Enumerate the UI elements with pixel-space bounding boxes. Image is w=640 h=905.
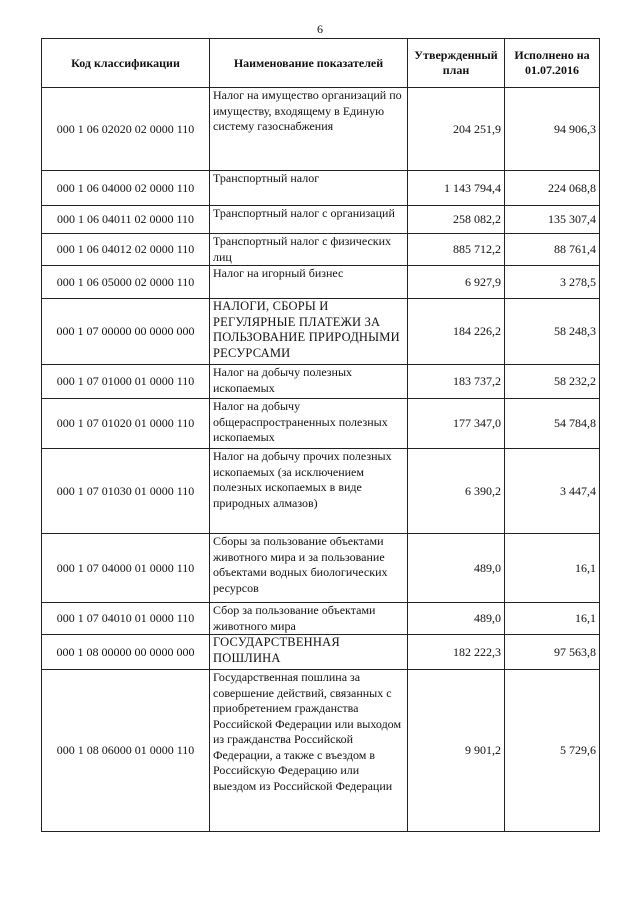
row-code: 000 1 06 04000 02 0000 110 xyxy=(42,171,210,206)
row-name: Государственная пошлина за совершение действий, связанных с приобретением гражданства Российской Федерации или выходом из гражданства Российской Федерации, а также с въездом в Российскую Федерацию или выездом из Российской Федерации xyxy=(210,670,408,832)
row-plan: 1 143 794,4 xyxy=(408,171,505,206)
table-row xyxy=(42,399,600,449)
row-done: 5 729,6 xyxy=(505,670,600,832)
row-name: ГОСУДАРСТВЕННАЯ ПОШЛИНА xyxy=(210,635,408,670)
row-plan: 182 222,3 xyxy=(408,635,505,670)
row-done: 88 761,4 xyxy=(505,234,600,266)
row-name: Сбор за пользование объектами животного мира xyxy=(210,603,408,635)
header-name: Наименование показателей xyxy=(210,39,408,88)
table-row xyxy=(42,365,600,399)
row-plan: 177 347,0 xyxy=(408,399,505,449)
row-name: Налог на имущество организаций по имуществу, входящему в Единую систему газоснабжения xyxy=(210,88,408,171)
row-name: Налог на добычу общераспространенных полезных ископаемых xyxy=(210,399,408,449)
table-row xyxy=(42,234,600,266)
table-row xyxy=(42,266,600,299)
row-plan: 258 082,2 xyxy=(408,206,505,234)
row-plan: 6 390,2 xyxy=(408,449,505,534)
row-plan: 9 901,2 xyxy=(408,670,505,832)
table-row xyxy=(42,299,600,365)
row-code: 000 1 06 04011 02 0000 110 xyxy=(42,206,210,234)
table-row xyxy=(42,206,600,234)
row-plan: 489,0 xyxy=(408,534,505,603)
row-plan: 184 226,2 xyxy=(408,299,505,365)
row-name: Транспортный налог с физических лиц xyxy=(210,234,408,266)
row-plan: 489,0 xyxy=(408,603,505,635)
row-done: 3 278,5 xyxy=(505,266,600,299)
row-code: 000 1 08 00000 00 0000 000 xyxy=(42,635,210,670)
row-done: 135 307,4 xyxy=(505,206,600,234)
table-row xyxy=(42,635,600,670)
table-row xyxy=(42,603,600,635)
row-done: 16,1 xyxy=(505,534,600,603)
header-code: Код классификации xyxy=(42,39,210,88)
row-code: 000 1 06 02020 02 0000 110 xyxy=(42,88,210,171)
header-plan: Утвержденный план xyxy=(408,39,505,88)
budget-table xyxy=(41,38,600,832)
table-row xyxy=(42,449,600,534)
row-done: 54 784,8 xyxy=(505,399,600,449)
table-row xyxy=(42,88,600,171)
row-done: 94 906,3 xyxy=(505,88,600,171)
row-done: 58 232,2 xyxy=(505,365,600,399)
row-name: Налог на добычу полезных ископаемых xyxy=(210,365,408,399)
row-plan: 6 927,9 xyxy=(408,266,505,299)
row-code: 000 1 07 04010 01 0000 110 xyxy=(42,603,210,635)
header-done: Исполнено на 01.07.2016 xyxy=(505,39,600,88)
row-code: 000 1 06 04012 02 0000 110 xyxy=(42,234,210,266)
row-plan: 183 737,2 xyxy=(408,365,505,399)
table-row xyxy=(42,171,600,206)
row-plan: 885 712,2 xyxy=(408,234,505,266)
row-name: Налог на добычу прочих полезных ископаемых (за исключением полезных ископаемых в виде природных алмазов) xyxy=(210,449,408,534)
row-name: Транспортный налог с организаций xyxy=(210,206,408,234)
row-code: 000 1 07 01030 01 0000 110 xyxy=(42,449,210,534)
row-code: 000 1 07 01000 01 0000 110 xyxy=(42,365,210,399)
row-done: 58 248,3 xyxy=(505,299,600,365)
row-plan: 204 251,9 xyxy=(408,88,505,171)
row-done: 224 068,8 xyxy=(505,171,600,206)
table-header-row xyxy=(42,39,600,88)
row-code: 000 1 07 00000 00 0000 000 xyxy=(42,299,210,365)
row-code: 000 1 06 05000 02 0000 110 xyxy=(42,266,210,299)
row-code: 000 1 08 06000 01 0000 110 xyxy=(42,670,210,832)
table-row xyxy=(42,534,600,603)
row-done: 16,1 xyxy=(505,603,600,635)
row-name: Транспортный налог xyxy=(210,171,408,206)
row-code: 000 1 07 04000 01 0000 110 xyxy=(42,534,210,603)
row-name: Налог на игорный бизнес xyxy=(210,266,408,299)
row-code: 000 1 07 01020 01 0000 110 xyxy=(42,399,210,449)
table-row xyxy=(42,670,600,832)
row-done: 97 563,8 xyxy=(505,635,600,670)
row-name: НАЛОГИ, СБОРЫ И РЕГУЛЯРНЫЕ ПЛАТЕЖИ ЗА ПОЛЬЗОВАНИЕ ПРИРОДНЫМИ РЕСУРСАМИ xyxy=(210,299,408,365)
page-number: 6 xyxy=(317,22,323,36)
row-name: Сборы за пользование объектами животного мира и за пользование объектами водных биологических ресурсов xyxy=(210,534,408,603)
row-done: 3 447,4 xyxy=(505,449,600,534)
